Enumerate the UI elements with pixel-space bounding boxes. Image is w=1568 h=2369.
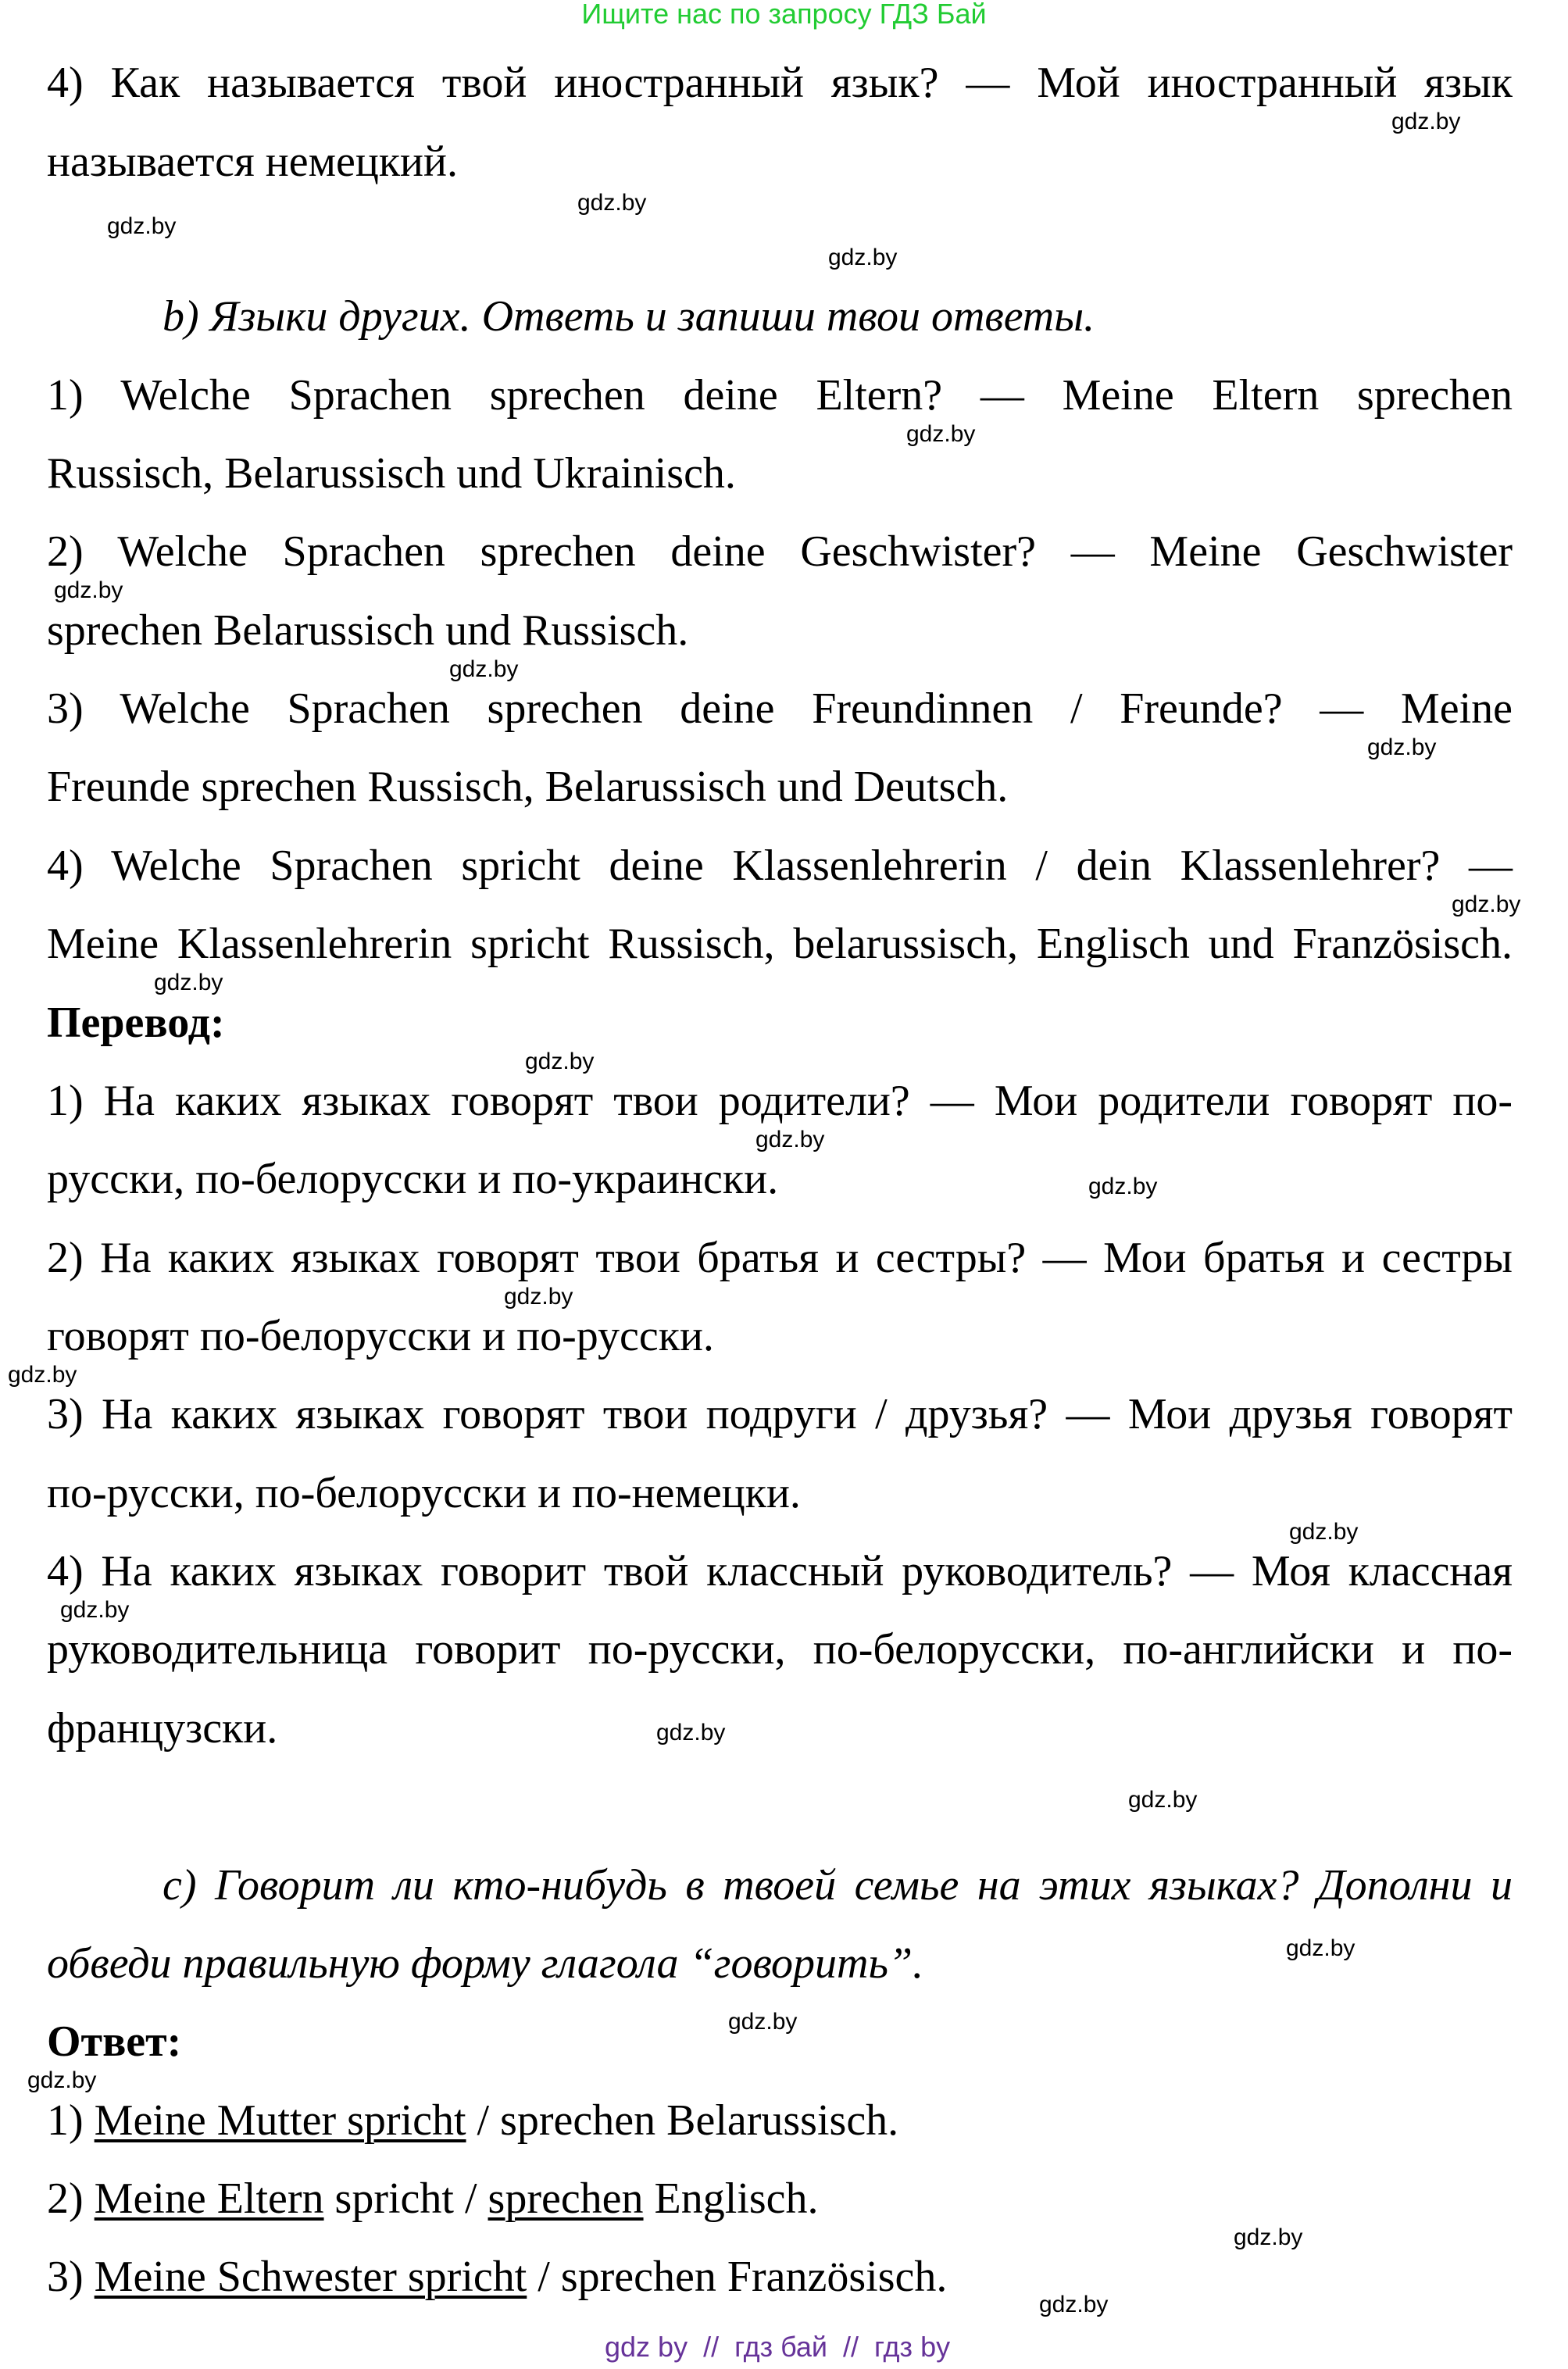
text-line: 2) На каких языках говорят твои братья и сестры? — Мои братья и сестры xyxy=(47,1234,1513,1282)
text-line: 3) На каких языках говорят твои подруги / друзья? — Мои друзья говорят xyxy=(47,1390,1513,1438)
section-heading-c-cont: обведи правильную форму глагола “говорить”. xyxy=(47,1939,924,1988)
watermark: gdz.by xyxy=(755,1127,825,1152)
answer-number: 3) xyxy=(47,2253,95,2301)
watermark: gdz.by xyxy=(60,1597,130,1623)
answer-text: Englisch. xyxy=(643,2174,819,2223)
underlined-phrase: Meine Schwester spricht xyxy=(94,2253,527,2301)
answer-line-3 xyxy=(47,2252,1513,2302)
text-line: 1) На каких языках говорят твои родители? — Мои родители говорят по- xyxy=(47,1077,1513,1125)
answer-text: / sprechen Belarussisch. xyxy=(466,2096,899,2145)
text-line: 4) Как называется твой иностранный язык? — Мой иностранный язык xyxy=(47,59,1513,107)
watermark: gdz.by xyxy=(1452,892,1521,917)
text-line: 3) Welche Sprachen sprechen deine Freundinnen / Freunde? — Meine xyxy=(47,684,1513,733)
answer-number: 2) xyxy=(47,2174,95,2223)
section-heading-b: b) Языки других. Ответь и запиши твои ответы. xyxy=(163,292,1095,341)
watermark: gdz.by xyxy=(27,2067,97,2093)
watermark: gdz.by xyxy=(1088,1174,1158,1199)
watermark: gdz.by xyxy=(1289,1519,1359,1545)
text-line: руководительница говорит по-русски, по-белорусски, по-английски и по- xyxy=(47,1625,1513,1674)
text-line: говорят по-белорусски и по-русски. xyxy=(47,1312,714,1360)
underlined-phrase: Meine Mutter spricht xyxy=(94,2096,466,2145)
text-line: Freunde sprechen Russisch, Belarussisch und Deutsch. xyxy=(47,763,1009,811)
watermark: gdz.by xyxy=(1128,1787,1198,1813)
answer-number: 1) xyxy=(47,2096,95,2145)
watermark: gdz.by xyxy=(1391,109,1461,134)
watermark: gdz.by xyxy=(828,245,898,270)
watermark: gdz.by xyxy=(8,1362,77,1388)
answer-text: spricht / xyxy=(323,2174,488,2223)
underlined-phrase: Meine Eltern xyxy=(94,2174,324,2223)
text-line: русски, по-белорусски и по-украински. xyxy=(47,1155,779,1203)
text-line: Meine Klassenlehrerin spricht Russisch, belarussisch, Englisch und Französisch. xyxy=(47,920,1513,968)
watermark: gdz.by xyxy=(656,1720,726,1745)
text-line: по-русски, по-белорусски и по-немецки. xyxy=(47,1469,801,1517)
text-line: 4) На каких языках говорит твой классный руководитель? — Моя классная xyxy=(47,1547,1513,1595)
text-line: 1) Welche Sprachen sprechen deine Eltern? — Meine Eltern sprechen xyxy=(47,371,1513,420)
text-line: Russisch, Belarussisch und Ukrainisch. xyxy=(47,449,736,498)
section-heading-c: c) Говорит ли кто-нибудь в твоей семье на этих языках? Дополни и xyxy=(163,1861,1513,1910)
answer-text: / sprechen Französisch. xyxy=(527,2253,948,2301)
watermark: gdz.by xyxy=(525,1049,595,1074)
answer-line-1 xyxy=(47,2096,1513,2146)
translation-heading: Перевод: xyxy=(47,999,225,1047)
watermark: gdz.by xyxy=(577,190,647,216)
watermark: gdz.by xyxy=(504,1284,573,1310)
underlined-phrase: sprechen xyxy=(488,2174,644,2223)
watermark: gdz.by xyxy=(1234,2224,1303,2250)
text-line: 2) Welche Sprachen sprechen deine Geschwister? — Meine Geschwister xyxy=(47,527,1513,576)
watermark: gdz.by xyxy=(107,213,177,239)
answer-heading: Ответ: xyxy=(47,2017,182,2066)
watermark: gdz.by xyxy=(728,2009,798,2035)
watermark: gdz.by xyxy=(906,421,976,447)
text-line: называется немецкий. xyxy=(47,138,458,186)
watermark: gdz.by xyxy=(449,656,519,682)
watermark: gdz.by xyxy=(154,970,223,995)
watermark: gdz.by xyxy=(54,577,123,603)
header-banner: Ищите нас по запросу ГДЗ Бай xyxy=(581,0,987,30)
watermark: gdz.by xyxy=(1367,734,1437,760)
text-line: французски. xyxy=(47,1704,278,1753)
footer-links: gdz by // гдз бай // гдз by xyxy=(605,2331,951,2363)
watermark: gdz.by xyxy=(1286,1935,1355,1961)
text-line: sprechen Belarussisch und Russisch. xyxy=(47,606,689,655)
watermark: gdz.by xyxy=(1039,2292,1109,2317)
answer-line-2 xyxy=(47,2174,1513,2224)
text-line: 4) Welche Sprachen spricht deine Klassenlehrerin / dein Klassenlehrer? — xyxy=(47,841,1513,890)
